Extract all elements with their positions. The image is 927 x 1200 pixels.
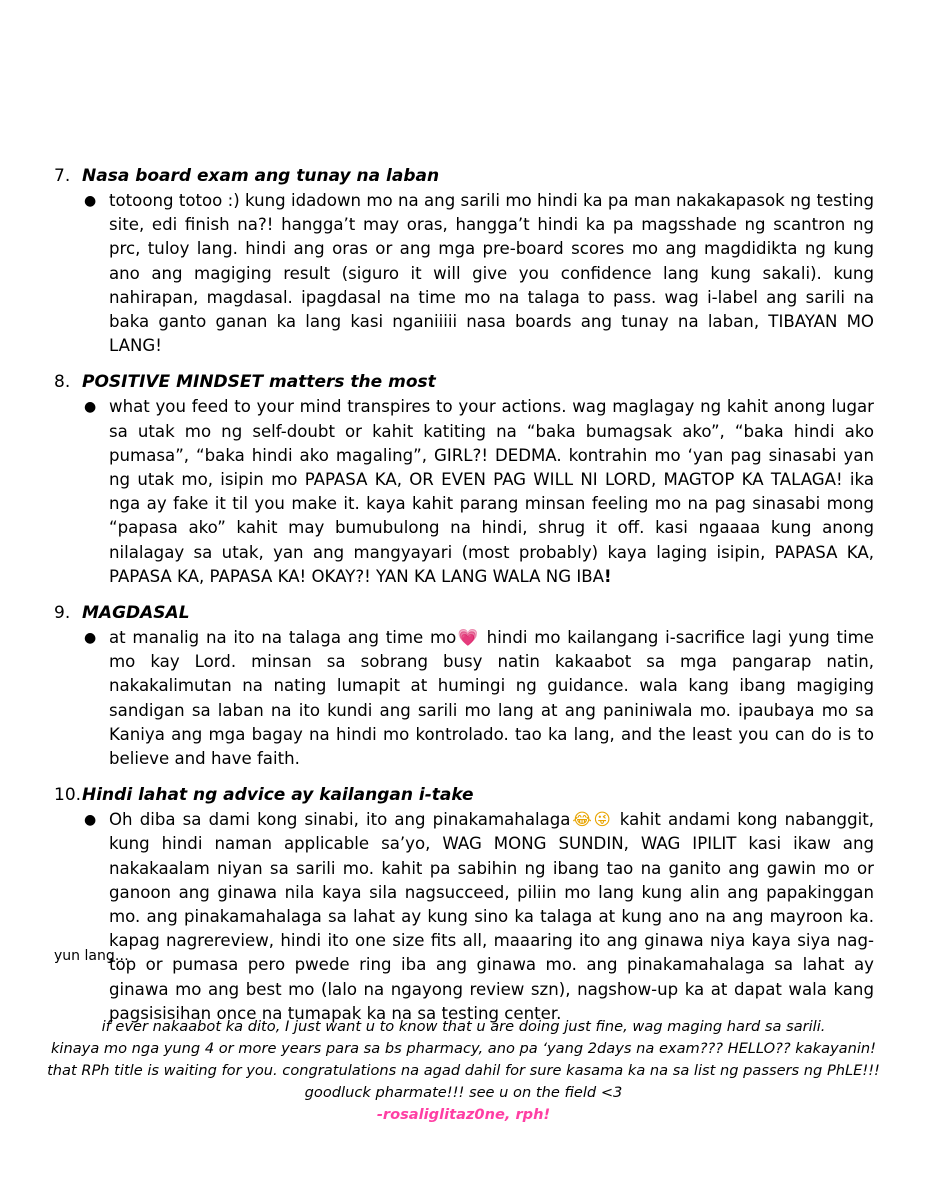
bullet-item bbox=[54, 808, 874, 1026]
closing-line-1: if ever nakaabot ka dito, I just want u to know that u are doing just fine, wag maging hard sa sarili. bbox=[101, 1018, 826, 1035]
bullet-item bbox=[54, 395, 874, 589]
heart-emoji-icon: 💗 bbox=[456, 628, 480, 648]
bullet-dot-icon: ● bbox=[84, 630, 97, 647]
section-number: 7. bbox=[54, 166, 71, 186]
laughing-winking-emoji-icon: 😂😜 bbox=[570, 810, 613, 830]
section-number: 9. bbox=[54, 603, 71, 624]
section-title: Hindi lahat ng advice ay kailangan i-take bbox=[82, 785, 474, 806]
closing-line-3: that RPh title is waiting for you. congratulations na agad dahil for sure kasama ka na sa list ng passers ng PhLE!!! bbox=[47, 1062, 880, 1079]
bullet-dot-icon: ● bbox=[84, 812, 97, 829]
bullet-text-bold-end: ! bbox=[603, 566, 612, 586]
section-heading bbox=[54, 164, 874, 188]
section-number: 8. bbox=[54, 372, 71, 393]
bullet-text-after-emoji: hindi mo kailangang i-sacrifice lagi yung time mo kay Lord. minsan sa sobrang busy natin kakaabot sa mga pangarap natin, nakakalimutan na nating lumapit at humingi ng guidance. wala kang ibang magiging sandigan sa laban na ito kundi ang sarili mo lang at ang paniniwala mo. ipaubaya mo sa Kaniya ang mga bagay na hindi mo kontrolado. tao ka lang, and the least you can do is to believe and have faith. bbox=[109, 628, 874, 769]
list-item-9 bbox=[54, 601, 874, 771]
closing-line-4: goodluck pharmate!!! see u on the field <3 bbox=[304, 1084, 623, 1101]
bullet-text-after-emoji: kahit andami kong nabanggit, kung hindi naman applicable sa’yo, WAG MONG SUNDIN, WAG IPILIT kasi ikaw ang nakakaalam niyan sa sarili mo. kahit pa sabihin ng ibang tao na ganito ang gawin mo or ganoon ang ginawa nila kaya sila nagsucceed, piliin mo lang kung alin ang papakinggan mo. ang pinakamahalaga sa lahat ay kung sino ka talaga at kung ano na ang mayroon ka. kapag nagrereview, hindi ito one size fits all, maaaring ito ang ginawa niya kaya siya nag-top or pumasa pero pwede ring iba ang ginawa mo. ang pinakamahalaga sa lahat ay ginawa mo ang best mo (lalo na ngayong review szn), nagshow-up ka at dapat wala kang pagsisisihan once na tumapak ka na sa testing center. bbox=[109, 810, 874, 1023]
bullet-dot-icon: ● bbox=[84, 193, 97, 209]
closing-line-2: kinaya mo nga yung 4 or more years para sa bs pharmacy, ano pa ‘yang 2days na exam??? HELLO?? kakayanin! bbox=[50, 1040, 876, 1057]
list-item-7 bbox=[54, 164, 874, 358]
section-title: MAGDASAL bbox=[82, 603, 190, 624]
outro-text: yun lang… bbox=[54, 948, 129, 964]
bullet-text-before-emoji: at manalig na ito na talaga ang time mo bbox=[109, 628, 457, 648]
section-title: POSITIVE MINDSET matters the most bbox=[82, 372, 436, 393]
section-heading bbox=[54, 783, 874, 807]
bullet-item bbox=[54, 189, 874, 358]
closing-message bbox=[0, 1016, 927, 1126]
section-title: Nasa board exam ang tunay na laban bbox=[82, 166, 440, 186]
bullet-item bbox=[54, 626, 874, 771]
bullet-dot-icon: ● bbox=[84, 399, 97, 416]
bullet-text: what you feed to your mind transpires to your actions. wag maglagay ng kahit anong lugar sa utak mo ng self-doubt or kahit katiting na “baka bumagsak ako”, “baka hindi ako pumasa”, “baka hindi ako magaling”, GIRL?! DEDMA. kontrahin mo ‘yan pag sinasabi yan ng utak mo, isipin mo PAPASA KA, OR EVEN PAG WILL NI LORD, MAGTOP KA TALAGA! ika nga ay fake it til you make it. kaya kahit parang minsan feeling mo na pag sinasabi mong “papasa ako” kahit may bumubulong na hindi, shrug it off. kasi ngaaaa kung anong nilalagay sa utak, yan ang mangyayari (most probably) kaya laging isipin, PAPASA KA, PAPASA KA, PAPASA KA! OKAY?! YAN KA LANG WALA NG IBA bbox=[109, 397, 874, 586]
bullet-text-before-emoji: Oh diba sa dami kong sinabi, ito ang pinakamahalaga bbox=[109, 810, 571, 830]
list-item-10 bbox=[54, 783, 874, 1026]
bullet-text-wrap bbox=[109, 395, 874, 589]
section-heading bbox=[54, 370, 874, 394]
bullet-text-wrap bbox=[109, 626, 874, 771]
signature: -rosaliglitaz0ne, rph! bbox=[376, 1106, 551, 1123]
numbered-list bbox=[54, 164, 874, 1038]
section-heading bbox=[54, 601, 874, 625]
list-item-8 bbox=[54, 370, 874, 589]
section-number: 10. bbox=[54, 785, 82, 806]
bullet-text: totoong totoo :) kung idadown mo na ang sarili mo hindi ka pa man nakakapasok ng testing site, edi finish na?! hangga’t may oras, hangga’t hindi ka pa magsshade ng scantron ng prc, tuloy lang. hindi ang oras or ang mga pre-board scores mo ang magdidikta ng kung ano ang magiging result (siguro it will give you confidence lang kung sakali). kung nahirapan, magdasal. ipagdasal na time mo na talaga to pass. wag i-label ang sarili na baka ganto ganan ka lang kasi nganiiiii nasa boards ang tunay na laban, TIBAYAN MO LANG! bbox=[109, 191, 874, 356]
bullet-text-wrap bbox=[109, 808, 874, 1026]
